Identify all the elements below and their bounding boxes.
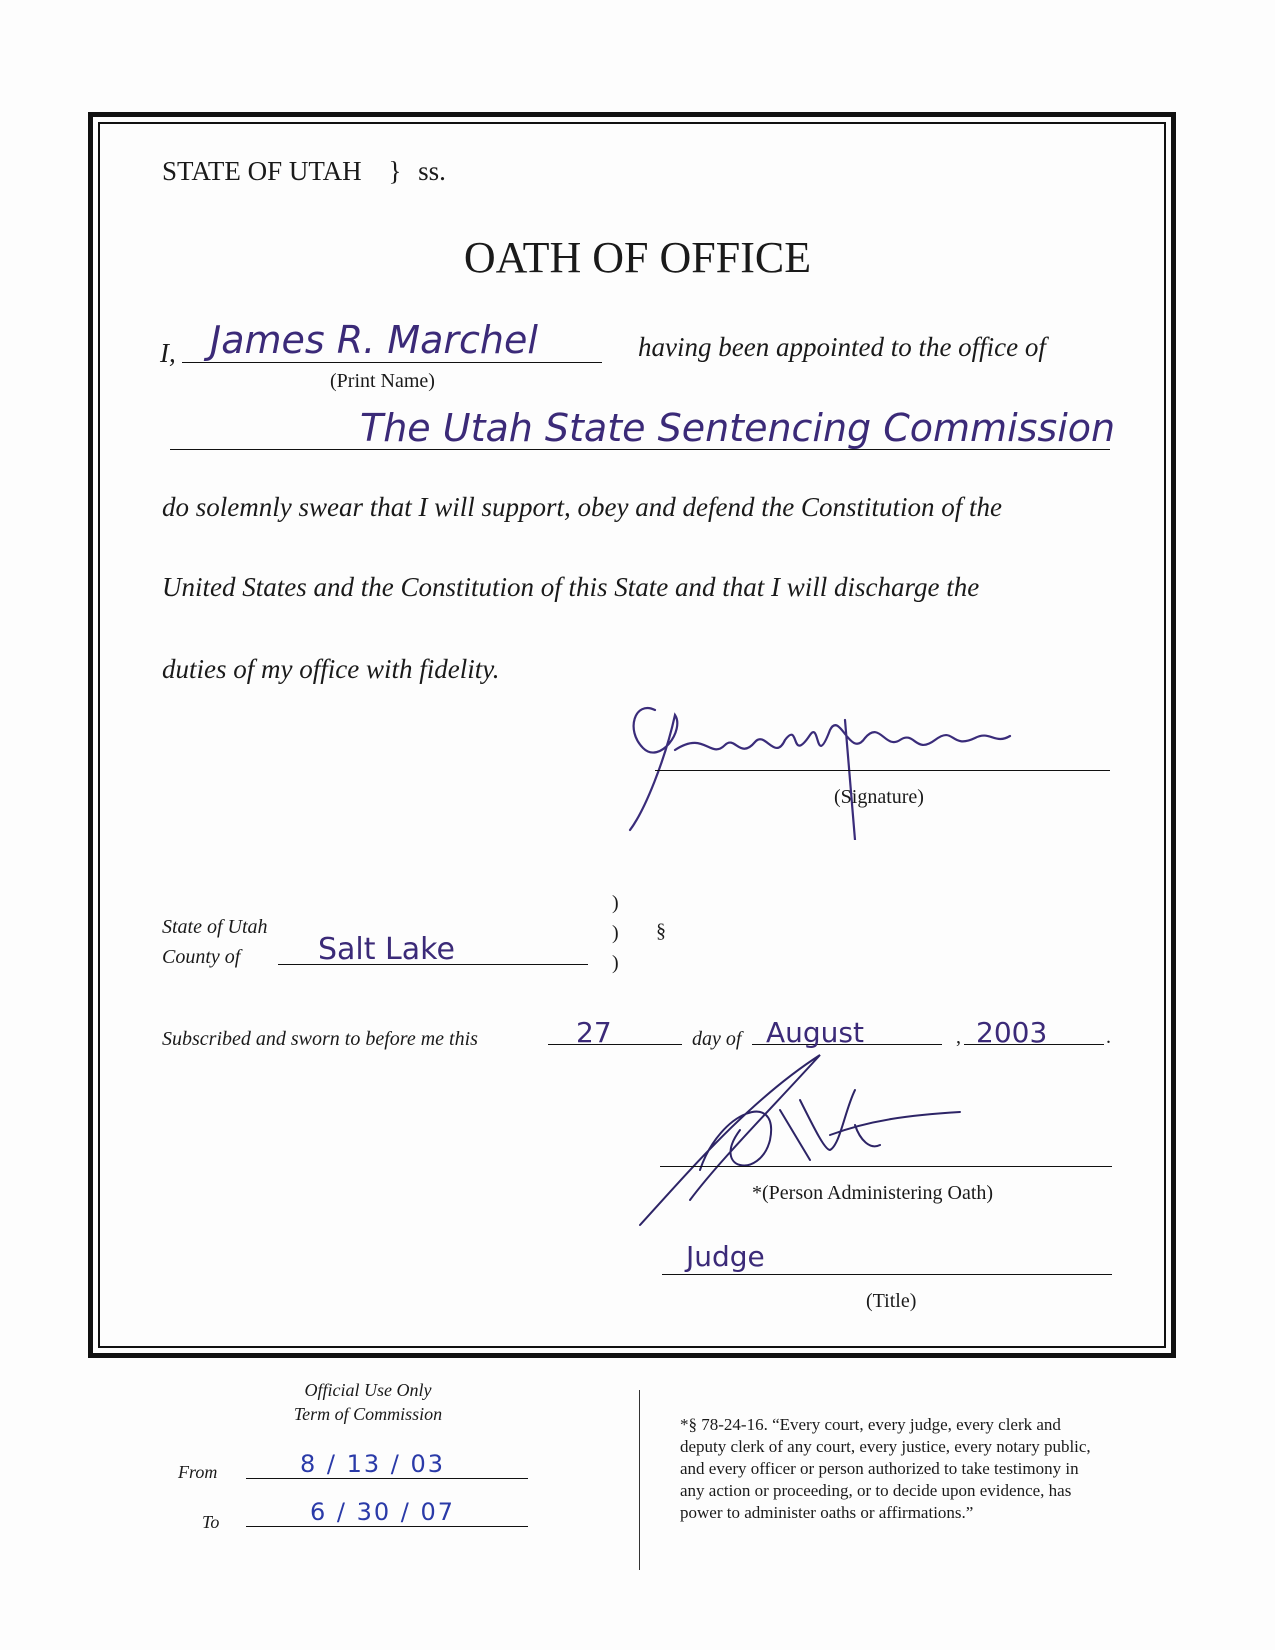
oath-body-line-2: United States and the Constitution of this State and that I will discharge the: [162, 572, 980, 602]
from-line: [246, 1478, 528, 1479]
official-use-label: Official Use Only: [304, 1380, 432, 1400]
term-of-commission-label: Term of Commission: [293, 1404, 443, 1424]
state-header-text: STATE OF UTAH: [162, 156, 362, 186]
venue-paren-3: ): [612, 952, 619, 974]
from-label: From: [178, 1462, 218, 1482]
statute-line-3: and every officer or person authorized to take testimony in: [680, 1459, 1079, 1478]
state-header: [162, 156, 446, 187]
to-line: [246, 1526, 528, 1527]
signature-line: [655, 770, 1110, 771]
oath-body-line-1: do solemnly swear that I will support, obey and defend the Constitution of the: [162, 492, 1002, 522]
venue-paren-1: ): [612, 892, 619, 914]
statute-line-4: any action or proceeding, or to decide upon evidence, has: [680, 1481, 1072, 1500]
statute-line-1: *§ 78-24-16. “Every court, every judge, every clerk and: [680, 1415, 1061, 1434]
office-value: The Utah State Sentencing Commission: [360, 406, 1116, 450]
venue-state-label: State of Utah: [162, 916, 268, 938]
administrator-label: *(Person Administering Oath): [752, 1182, 994, 1204]
signature-label: (Signature): [834, 786, 924, 808]
appointed-text: having been appointed to the office of: [638, 332, 1046, 362]
to-value: 6 / 30 / 07: [310, 1498, 456, 1526]
administrator-line: [660, 1166, 1112, 1167]
statute-line-5: power to administer oaths or affirmations.”: [680, 1503, 974, 1522]
title-line: [662, 1274, 1112, 1275]
title-value: Judge: [686, 1240, 765, 1273]
ss-label: ss.: [418, 156, 446, 186]
comma: ,: [956, 1026, 961, 1048]
section-divider: [639, 1390, 640, 1570]
month-value: August: [766, 1016, 864, 1049]
page-title: OATH OF OFFICE: [463, 233, 812, 282]
print-name-line: [182, 362, 602, 363]
venue-county-label: County of: [162, 946, 241, 968]
county-value: Salt Lake: [318, 932, 455, 967]
venue-paren-2: ): [612, 922, 619, 944]
print-name-value: James R. Marchel: [210, 318, 538, 362]
period: .: [1106, 1026, 1111, 1048]
brace: }: [388, 156, 402, 186]
sworn-prefix: Subscribed and sworn to before me this: [162, 1028, 478, 1050]
statute-text: [680, 1414, 1091, 1524]
section-symbol: §: [656, 920, 666, 942]
to-label: To: [202, 1512, 220, 1532]
day-value: 27: [576, 1016, 612, 1049]
i-prefix: I,: [160, 338, 176, 368]
day-line: [548, 1044, 682, 1045]
from-value: 8 / 13 / 03: [300, 1450, 446, 1478]
signature-scribble: [615, 690, 1075, 840]
day-of-label: day of: [692, 1028, 742, 1050]
print-name-label: (Print Name): [330, 370, 435, 392]
oath-body-line-3: duties of my office with fidelity.: [162, 654, 500, 684]
statute-line-2: deputy clerk of any court, every justice, every notary public,: [680, 1437, 1091, 1456]
title-label: (Title): [866, 1290, 917, 1312]
year-value: 2003: [976, 1016, 1048, 1049]
